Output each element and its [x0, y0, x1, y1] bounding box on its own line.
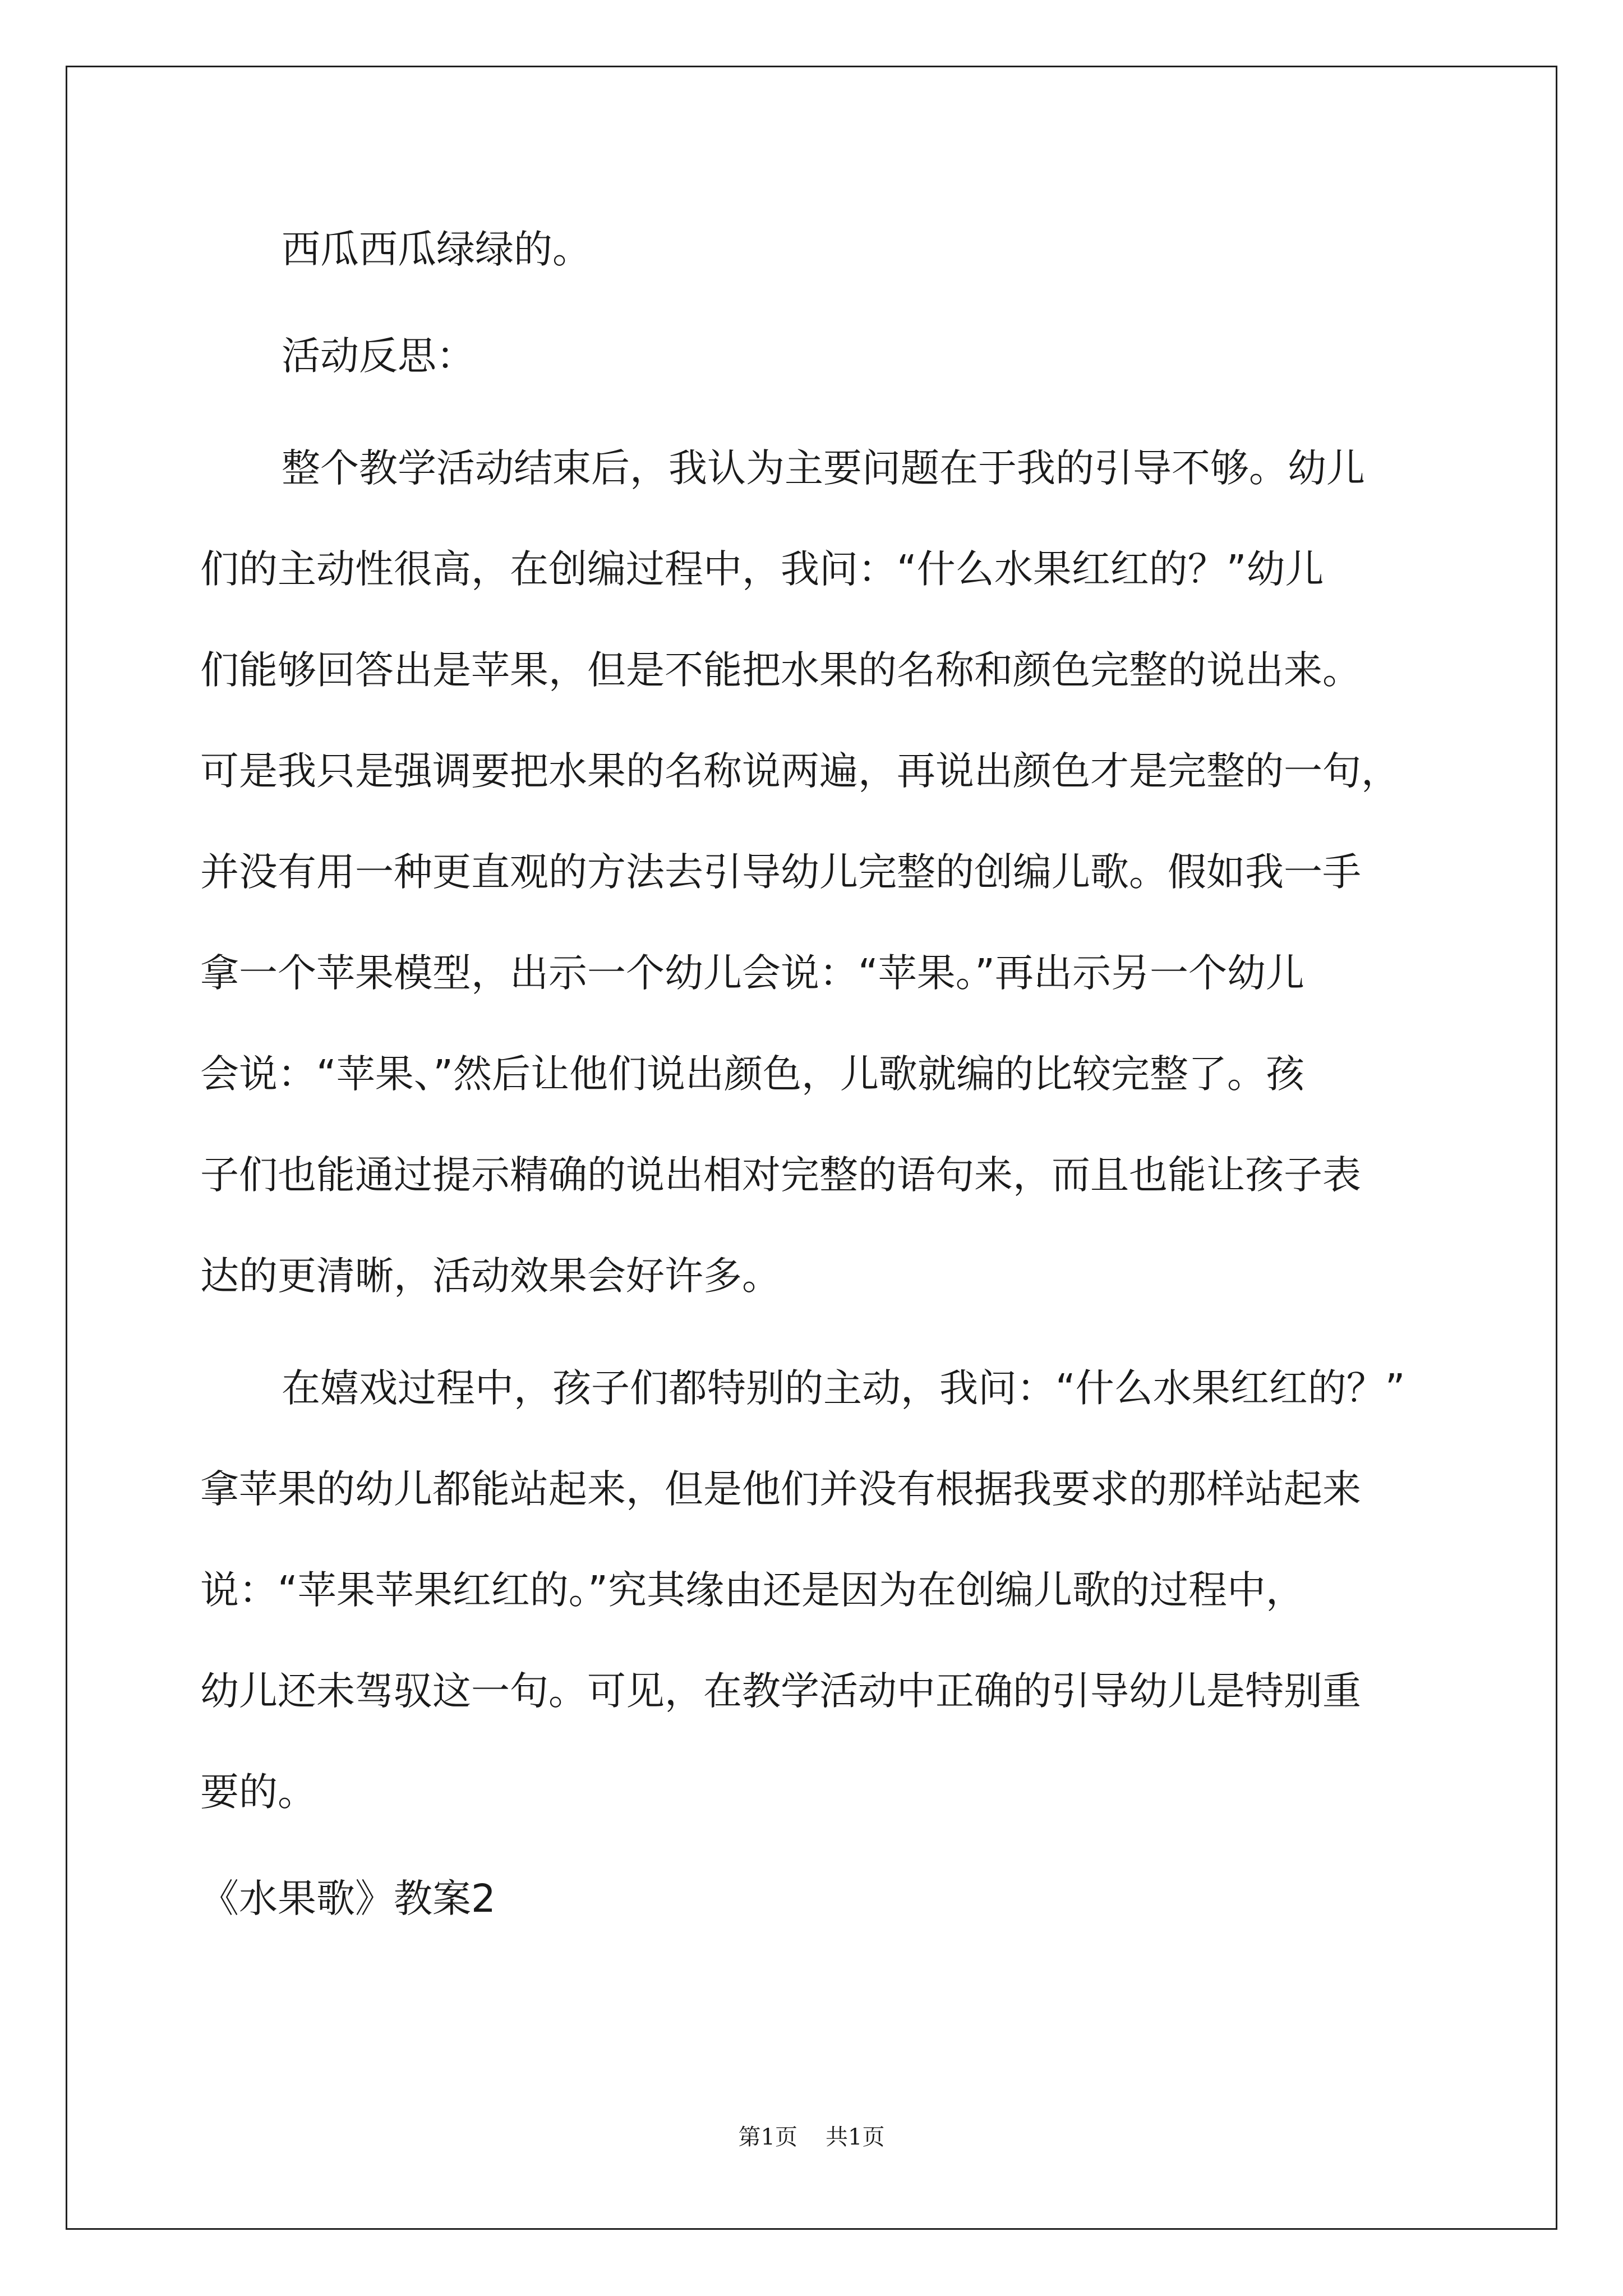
page-total: 共1页 [826, 2124, 885, 2150]
page-number: 第1页 [738, 2124, 797, 2150]
paragraph-line: 达的更清晰，活动效果会好许多。 [200, 1254, 781, 1299]
paragraph-line: 拿一个苹果模型，出示一个幼儿会说：“苹果。”再出示另一个幼儿 [200, 951, 1304, 996]
paragraph-line: 们能够回答出是苹果，但是不能把水果的名称和颜色完整的说出来。 [200, 648, 1361, 693]
paragraph-line: 在嬉戏过程中，孩子们都特别的主动，我问：“什么水果红红的？” [282, 1366, 1405, 1411]
paragraph-line: 要的。 [200, 1770, 316, 1815]
paragraph-line: 说：“苹果苹果红红的。”究其缘由还是因为在创编儿歌的过程中， [200, 1568, 1304, 1613]
paragraph-line: 可是我只是强调要把水果的名称说两遍，再说出颜色才是完整的一句， [200, 749, 1400, 794]
paragraph-line: 拿苹果的幼儿都能站起来，但是他们并没有根据我要求的那样站起来 [200, 1467, 1361, 1512]
paragraph-line: 会说：“苹果、”然后让他们说出颜色，儿歌就编的比较完整了。孩 [200, 1052, 1304, 1097]
paragraph-line: 们的主动性很高，在创编过程中，我问：“什么水果红红的？”幼儿 [200, 547, 1324, 592]
paragraph-line: 西瓜西瓜绿绿的。 [282, 227, 591, 272]
paragraph-line: 并没有用一种更直观的方法去引导幼儿完整的创编儿歌。假如我一手 [200, 850, 1361, 895]
paragraph-line: 子们也能通过提示精确的说出相对完整的语句来，而且也能让孩子表 [200, 1153, 1361, 1198]
paragraph-line: 整个教学活动结束后，我认为主要问题在于我的引导不够。幼儿 [282, 446, 1365, 491]
paragraph-line: 幼儿还未驾驭这一句。可见，在教学活动中正确的引导幼儿是特别重 [200, 1669, 1361, 1714]
paragraph-line: 活动反思： [282, 334, 475, 379]
section-heading: 《水果歌》教案2 [200, 1876, 496, 1921]
page-footer [0, 2120, 1623, 2154]
